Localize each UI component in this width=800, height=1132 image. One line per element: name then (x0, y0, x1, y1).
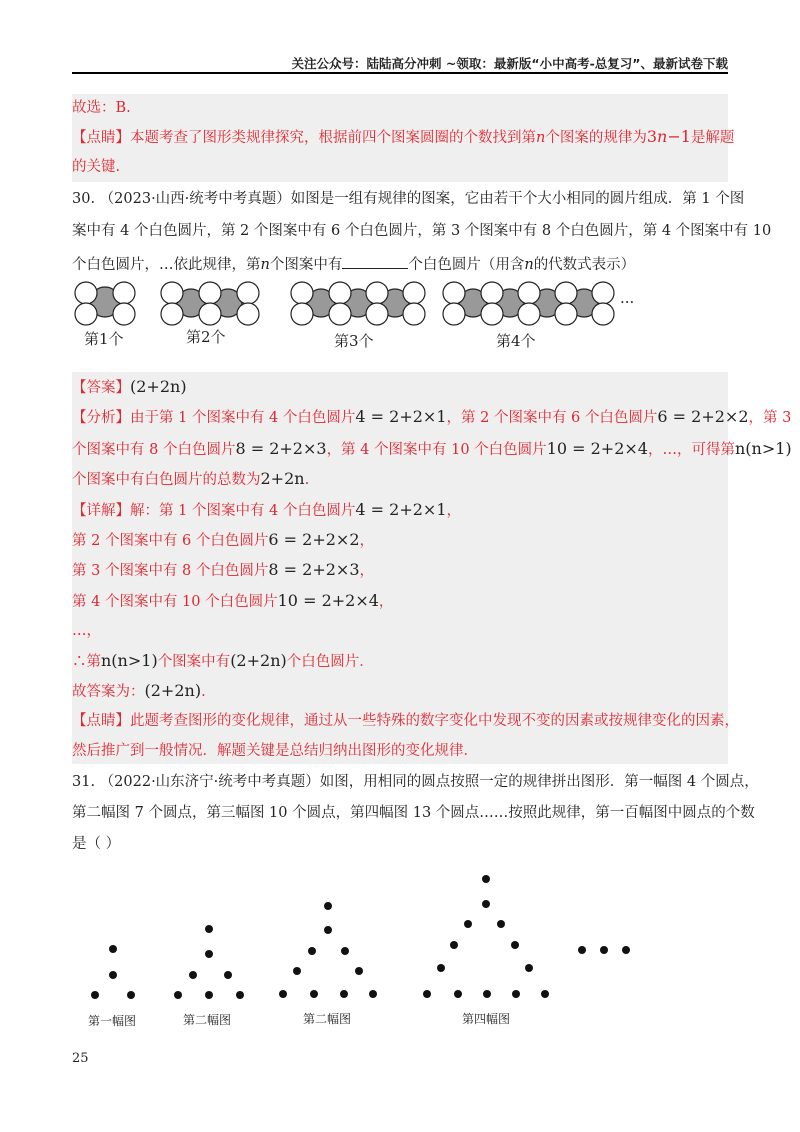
q31-line3: 是（ ） (72, 836, 121, 852)
a30-detail-6 (72, 652, 374, 671)
dot (541, 990, 549, 998)
white-disc (443, 303, 465, 325)
comment-text: 此题考查图形的变化规律，通过从一些特殊的数字变化中发现不变的因素或按规律变化的因素， (130, 713, 739, 729)
formula: 10 = 2+2×4 (546, 439, 648, 458)
white-disc (403, 282, 425, 304)
detail-text: 第 2 个图案中有 6 个白色圆片 (72, 533, 269, 549)
dot (525, 964, 533, 972)
white-disc (518, 282, 540, 304)
white-disc (199, 303, 221, 325)
dot (483, 990, 491, 998)
formula: 10 = 2+2×4 (277, 591, 379, 610)
analysis-text: 个图案中有 8 个白色圆片 (72, 442, 236, 458)
prev-comment-tail: 的关键. (72, 159, 121, 175)
formula-rest: −1 (667, 127, 691, 146)
caption-1: 第1个 (84, 330, 124, 348)
white-disc (481, 282, 503, 304)
white-disc (237, 303, 259, 325)
a30-comment-1 (72, 712, 739, 730)
white-disc (75, 282, 97, 304)
formula: 8 = 2+2×3 (235, 439, 327, 458)
dot (341, 947, 349, 955)
a30-comment-2: 然后推广到一般情况．解题关键是总结归纳出图形的变化规律． (72, 743, 478, 759)
pattern-2 (161, 282, 259, 325)
detail-text: 个白色圆片． (286, 654, 374, 670)
analysis-text: ，第 2 个图案中有 6 个白色圆片 (446, 410, 658, 426)
white-disc (329, 303, 351, 325)
analysis-text: ，…，可得第 (647, 442, 735, 458)
answer-tag: 【答案】 (72, 380, 130, 396)
fig-caption-4: 第四幅图 (462, 1012, 511, 1026)
a30-detail-3 (72, 561, 374, 580)
comment-text-c: 是解题 (690, 130, 735, 146)
dot (109, 971, 117, 979)
formula: 4 = 2+2×1 (355, 407, 447, 426)
q30-var-n2: n (524, 257, 534, 273)
white-disc (113, 303, 135, 325)
comment-text-b: 个图案的规律为 (545, 130, 647, 146)
white-disc (592, 282, 614, 304)
detail-text: 故答案为： (72, 684, 145, 700)
dot (512, 990, 520, 998)
formula: (2+2n) (144, 681, 202, 700)
analysis-text: 个图案中有白色圆片的总数为 (72, 472, 261, 488)
q31-line2: 第二幅图 7 个圆点，第三幅图 10 个圆点，第四幅图 13 个圆点……按照此规律，第一百幅图中圆点的个数 (72, 805, 755, 821)
white-disc (199, 282, 221, 304)
analysis-text: 由于第 1 个图案中有 4 个白色圆片 (130, 410, 356, 426)
caption-4: 第4个 (496, 332, 536, 350)
a30-analysis-3 (72, 470, 309, 489)
analysis-text: ，第 3 (748, 410, 792, 426)
fig-caption-1: 第一幅图 (88, 1014, 137, 1028)
q30-line1: 30. （2023·山西·统考中考真题）如图是一组有规律的图案，它由若干个大小相同的圆片组成．第 1 个图 (72, 191, 745, 207)
white-disc (291, 282, 313, 304)
dot (205, 950, 213, 958)
dot (109, 945, 117, 953)
page-header: 关注公众号：陆陆高分冲刺 ~领取：最新版“小中高考-总复习”、最新试卷下载 (291, 56, 728, 71)
a30-analysis-1 (72, 408, 791, 427)
formula-3: 3 (646, 127, 658, 146)
header-rule (72, 72, 728, 74)
dot (450, 941, 458, 949)
q31-figure (0, 860, 800, 1040)
formula: 8 = 2+2×3 (268, 560, 360, 579)
white-disc (481, 303, 503, 325)
q30-text-a: 个白色圆片，…依此规律，第 (72, 257, 261, 273)
dot (423, 990, 431, 998)
analysis-text: . (304, 472, 310, 488)
fig-caption-3: 第二幅图 (303, 1012, 352, 1026)
continuation-dots (578, 946, 630, 954)
caption-2: 第2个 (186, 328, 226, 346)
page-number: 25 (72, 1051, 89, 1066)
white-disc (161, 303, 183, 325)
analysis-text: ，第 4 个图案中有 10 个白色圆片 (326, 442, 547, 458)
pattern-1 (75, 282, 135, 325)
dot-figure-1 (91, 945, 135, 999)
a30-detail-5: …， (72, 623, 101, 639)
detail-tag: 【详解】 (72, 503, 130, 519)
dot (205, 925, 213, 933)
dot (308, 947, 316, 955)
white-disc (555, 282, 577, 304)
answer-formula: (2+2n) (130, 377, 187, 396)
dot (324, 926, 332, 934)
white-disc (329, 282, 351, 304)
analysis-tag: 【分析】 (72, 410, 130, 426)
detail-text: 第 4 个图案中有 10 个白色圆片 (72, 594, 278, 610)
pattern-4 (443, 282, 614, 325)
dot-figure-2 (174, 925, 244, 999)
comment-tag: 【点睛】 (72, 130, 130, 146)
dot (482, 875, 490, 883)
a30-detail-2 (72, 531, 374, 550)
formula: 6 = 2+2×2 (268, 530, 360, 549)
white-disc (366, 303, 388, 325)
dot (464, 920, 472, 928)
comment-tag: 【点睛】 (72, 713, 130, 729)
dot (622, 946, 630, 954)
dot-figure-3 (279, 902, 377, 998)
q30-var-n: n (260, 257, 270, 273)
dot (511, 941, 519, 949)
white-disc (237, 282, 259, 304)
formula: n(n>1) (101, 651, 158, 670)
a30-answer (72, 378, 187, 397)
comma: ， (359, 563, 374, 579)
dot (236, 991, 244, 999)
q30-text-b: 个图案中有 (269, 257, 343, 273)
prev-choose: 故选：B. (72, 100, 131, 116)
comma: ， (378, 594, 394, 610)
detail-text: ∴第 (72, 654, 101, 670)
caption-3: 第3个 (334, 332, 374, 350)
q31-line1: 31. （2022·山东济宁·统考中考真题）如图，用相同的圆点按照一定的规律拼出图形．第一幅图 4 个圆点， (72, 774, 759, 790)
q30-text-d: 的代数式表示） (533, 257, 636, 273)
dot (600, 946, 608, 954)
comma: ， (359, 533, 374, 549)
white-disc (518, 303, 540, 325)
q30-text-c: 个白色圆片（用含 (408, 257, 525, 273)
dot (224, 971, 232, 979)
white-disc (555, 303, 577, 325)
formula: 6 = 2+2×2 (657, 407, 749, 426)
pattern-3 (291, 282, 425, 325)
white-disc (592, 303, 614, 325)
dot (355, 967, 363, 975)
dot (127, 991, 135, 999)
comment-text-a: 本题考查了图形类规律探究，根据前四个图案圆圈的个数找到第 (130, 130, 536, 146)
formula: n(n>1) (734, 439, 792, 458)
formula: 2+2n (260, 469, 305, 488)
detail-text: 个图案中有 (157, 654, 231, 670)
white-disc (366, 282, 388, 304)
white-disc (443, 282, 465, 304)
a30-detail-7 (72, 682, 206, 701)
white-disc (161, 282, 183, 304)
comma: ， (446, 503, 461, 519)
formula: 4 = 2+2×1 (355, 500, 447, 519)
dot (340, 990, 348, 998)
answer-blank[interactable] (342, 254, 408, 269)
white-disc (403, 303, 425, 325)
dot (279, 990, 287, 998)
white-disc (75, 303, 97, 325)
dot (482, 900, 490, 908)
formula: (2+2n) (230, 651, 287, 670)
prev-comment (72, 128, 734, 147)
dot (437, 964, 445, 972)
q30-line3 (72, 254, 635, 274)
dot (497, 920, 505, 928)
dot (324, 902, 332, 910)
dot (454, 990, 462, 998)
ellipsis-dots: ··· (620, 293, 635, 311)
dot (369, 990, 377, 998)
q30-line2: 案中有 4 个白色圆片，第 2 个图案中有 6 个白色圆片，第 3 个图案中有 8 个白色圆片，第 4 个图案中有 10 (72, 223, 772, 239)
white-disc (113, 282, 135, 304)
a30-detail-4 (72, 592, 393, 611)
dot (189, 971, 197, 979)
a30-detail-1 (72, 501, 461, 520)
dot (293, 967, 301, 975)
detail-text: 第 3 个图案中有 8 个白色圆片 (72, 563, 269, 579)
dot (91, 991, 99, 999)
var-n: n (536, 130, 546, 146)
fig-caption-2: 第二幅图 (183, 1013, 232, 1027)
white-disc (291, 303, 313, 325)
dot (174, 991, 182, 999)
dot (578, 946, 586, 954)
dot (310, 990, 318, 998)
detail-text: . (201, 684, 206, 700)
formula-n: n (657, 127, 668, 146)
dot-figure-4 (423, 875, 549, 998)
detail-text: 解：第 1 个图案中有 4 个白色圆片 (130, 503, 356, 519)
a30-analysis-2 (72, 440, 792, 459)
q30-figure (0, 280, 800, 360)
dot (205, 991, 213, 999)
